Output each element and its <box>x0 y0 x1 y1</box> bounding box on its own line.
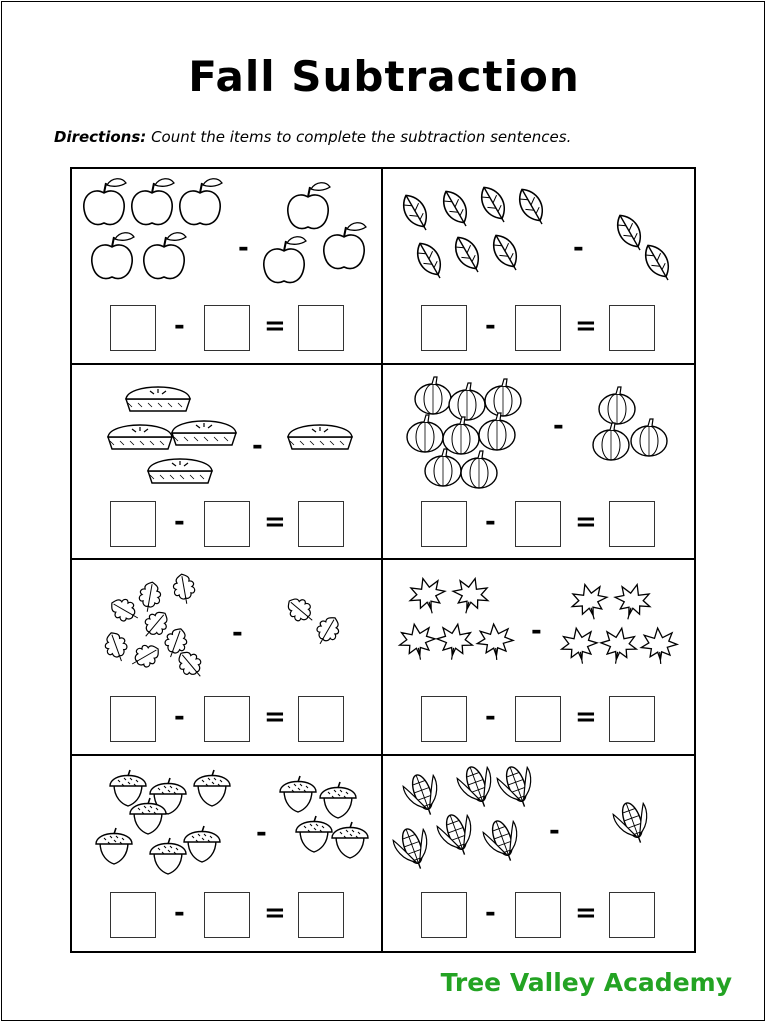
oak-leaf-icon <box>102 629 131 664</box>
answer-box-subtrahend[interactable] <box>515 305 561 351</box>
acorn-icon <box>194 770 230 806</box>
answer-box-subtrahend[interactable] <box>204 696 250 742</box>
answer-box-minuend[interactable] <box>110 696 156 742</box>
oak-leaf-icon <box>137 580 162 613</box>
acorn-group <box>72 756 383 891</box>
leaf-icon <box>640 241 677 285</box>
group-minus: - <box>573 233 584 263</box>
subtraction-sentence <box>72 501 381 551</box>
answer-box-difference[interactable] <box>609 305 655 351</box>
problem-pies <box>72 365 383 561</box>
minus-sign: - <box>174 311 185 341</box>
apple-icon <box>324 223 366 269</box>
pumpkin-icon <box>631 419 667 456</box>
oak-leaf-group <box>72 560 383 695</box>
apple-group <box>72 169 383 304</box>
leaf-icon <box>438 187 475 231</box>
answer-box-minuend[interactable] <box>421 892 467 938</box>
corn-icon <box>611 797 656 848</box>
equals-sign: = <box>575 702 597 732</box>
answer-box-difference[interactable] <box>298 892 344 938</box>
oak-leaf-icon <box>127 640 163 673</box>
pie-icon <box>288 425 352 449</box>
equals-sign: = <box>264 702 286 732</box>
acorn-icon <box>184 826 220 862</box>
maple-leaf-icon <box>598 625 640 667</box>
leaf-icon <box>514 185 551 229</box>
page-title: Fall Subtraction <box>188 52 580 101</box>
leaf-icon <box>476 183 513 227</box>
leaf-icon <box>450 233 487 277</box>
answer-box-subtrahend[interactable] <box>515 696 561 742</box>
group-minus: - <box>553 410 564 441</box>
answer-box-difference[interactable] <box>609 501 655 547</box>
corn-icon <box>435 809 480 860</box>
acorn-icon <box>150 838 186 874</box>
minus-sign: - <box>485 506 496 537</box>
subtraction-sentence <box>383 696 694 746</box>
subtraction-sentence <box>72 696 381 746</box>
pie-icon <box>126 387 190 411</box>
pumpkin-icon <box>425 449 461 486</box>
answer-box-minuend[interactable] <box>110 501 156 547</box>
leaf-icon <box>398 191 435 235</box>
maple-leaf-icon <box>567 580 611 624</box>
pie-icon <box>148 459 212 483</box>
leaf-icon <box>612 211 649 255</box>
pumpkin-group <box>383 365 694 500</box>
corn-icon <box>455 761 500 812</box>
acorn-icon <box>320 782 356 818</box>
problem-corn <box>383 756 694 952</box>
pie-icon <box>108 425 172 449</box>
answer-box-minuend[interactable] <box>421 696 467 742</box>
answer-box-difference[interactable] <box>298 501 344 547</box>
oak-leaf-icon <box>283 593 319 628</box>
group-minus: - <box>531 616 542 646</box>
directions-text: Count the items to complete the subtraction sentences. <box>151 128 572 146</box>
maple-leaf-icon <box>476 622 515 661</box>
pumpkin-icon <box>443 417 479 454</box>
answer-box-difference[interactable] <box>298 305 344 351</box>
apple-icon <box>180 179 222 225</box>
equals-sign: = <box>264 897 286 928</box>
corn-icon <box>401 769 446 820</box>
acorn-icon <box>96 828 132 864</box>
pumpkin-icon <box>479 413 515 450</box>
answer-box-subtrahend[interactable] <box>204 305 250 351</box>
maple-leaf-icon <box>405 574 449 618</box>
pumpkin-icon <box>449 383 485 420</box>
equals-sign: = <box>264 311 286 341</box>
leaf-group <box>383 169 694 304</box>
acorn-icon <box>280 776 316 812</box>
equals-sign: = <box>575 311 597 341</box>
corn-group <box>383 756 694 891</box>
oak-leaf-icon <box>311 613 344 649</box>
corn-icon <box>481 815 526 866</box>
leaf-icon <box>488 231 525 275</box>
equals-sign: = <box>575 897 597 928</box>
oak-leaf-icon <box>172 572 197 605</box>
maple-leaf-icon <box>558 625 600 667</box>
corn-icon <box>495 761 540 812</box>
answer-box-minuend[interactable] <box>421 305 467 351</box>
pumpkin-icon <box>485 379 521 416</box>
minus-sign: - <box>485 311 496 341</box>
group-minus: - <box>232 618 243 648</box>
answer-box-difference[interactable] <box>609 892 655 938</box>
pumpkin-icon <box>461 451 497 488</box>
apple-icon <box>288 183 330 229</box>
problem-maple-leaves <box>383 560 694 756</box>
problem-apples <box>72 169 383 365</box>
directions-label: Directions: <box>54 128 147 146</box>
pumpkin-icon <box>593 423 629 460</box>
subtraction-sentence <box>383 501 694 551</box>
answer-box-difference[interactable] <box>609 696 655 742</box>
pumpkin-icon <box>415 377 451 414</box>
minus-sign: - <box>485 897 496 928</box>
maple-leaf-icon <box>610 580 654 624</box>
directions <box>54 128 571 146</box>
answer-box-subtrahend[interactable] <box>204 501 250 547</box>
leaf-icon <box>412 239 449 283</box>
subtraction-sentence <box>383 305 694 355</box>
footer-brand: Tree Valley Academy <box>440 968 732 997</box>
pie-icon <box>172 421 236 445</box>
maple-leaf-icon <box>448 574 492 618</box>
answer-box-minuend[interactable] <box>110 892 156 938</box>
problem-leaves <box>383 169 694 365</box>
equals-sign: = <box>264 506 286 537</box>
maple-leaf-icon <box>396 621 438 663</box>
worksheet-grid <box>70 167 696 953</box>
apple-icon <box>84 179 126 225</box>
subtraction-sentence <box>72 305 381 355</box>
answer-box-subtrahend[interactable] <box>515 892 561 938</box>
problem-pumpkins <box>383 365 694 561</box>
group-minus: - <box>238 233 249 263</box>
group-minus: - <box>256 817 267 848</box>
subtraction-sentence <box>72 892 381 942</box>
maple-leaf-icon <box>434 621 476 663</box>
equals-sign: = <box>575 506 597 537</box>
corn-icon <box>391 823 436 874</box>
apple-icon <box>92 233 134 279</box>
acorn-icon <box>332 822 368 858</box>
acorn-icon <box>296 816 332 852</box>
minus-sign: - <box>174 506 185 537</box>
group-minus: - <box>549 815 560 846</box>
pumpkin-icon <box>407 415 443 452</box>
oak-leaf-icon <box>107 594 143 627</box>
apple-icon <box>264 237 306 283</box>
minus-sign: - <box>174 897 185 928</box>
pumpkin-icon <box>599 387 635 424</box>
maple-leaf-icon <box>640 626 679 665</box>
group-minus: - <box>252 430 263 461</box>
pie-group <box>72 365 383 500</box>
answer-box-subtrahend[interactable] <box>204 892 250 938</box>
answer-box-minuend[interactable] <box>110 305 156 351</box>
apple-icon <box>144 233 186 279</box>
minus-sign: - <box>174 702 185 732</box>
problem-oak-leaves <box>72 560 383 756</box>
problem-acorns <box>72 756 383 952</box>
answer-box-subtrahend[interactable] <box>515 501 561 547</box>
acorn-icon <box>110 770 146 806</box>
answer-box-difference[interactable] <box>298 696 344 742</box>
minus-sign: - <box>485 702 496 732</box>
answer-box-minuend[interactable] <box>421 501 467 547</box>
apple-icon <box>132 179 174 225</box>
subtraction-sentence <box>383 892 694 942</box>
